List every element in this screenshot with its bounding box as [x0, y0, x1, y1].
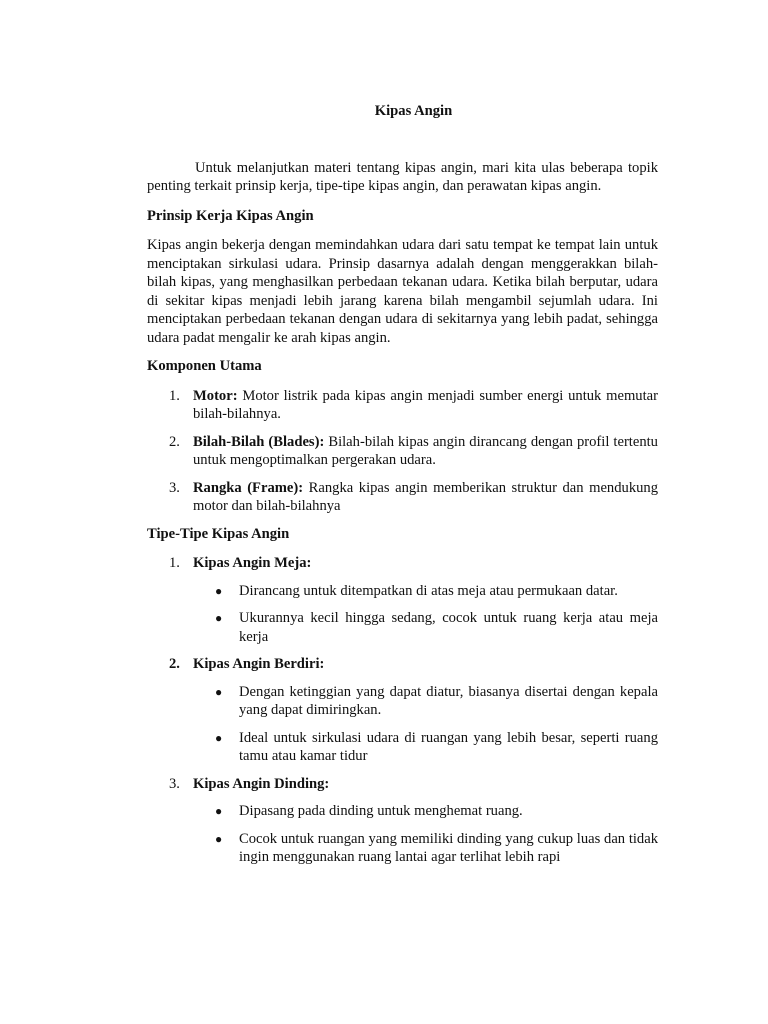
bullet-list [193, 802, 658, 867]
list-term: Bilah-Bilah (Blades): [193, 433, 325, 450]
bullet-item: ● Dirancang untuk ditempatkan di atas meja atau permukaan datar. [215, 582, 618, 599]
bullet-item: ● Ideal untuk sirkulasi udara di ruangan yang lebih besar, seperti ruang tamu atau kamar tidur [215, 729, 658, 764]
bullet-dot-icon: ● [215, 611, 223, 625]
list-item-title: Kipas Angin Dinding: [193, 775, 330, 792]
list-number: 2. [169, 433, 180, 450]
list-term: Rangka (Frame): [193, 479, 304, 496]
document-page [147, 102, 658, 876]
bullet-item: ● Ukurannya kecil hingga sedang, cocok untuk ruang kerja atau meja kerja [215, 610, 658, 645]
document-title: Kipas Angin [374, 103, 453, 119]
bullet-dot-icon: ● [215, 804, 223, 818]
section-heading-komponen-utama: Komponen Utama [147, 358, 262, 374]
list-item-title: Kipas Angin Berdiri: [193, 656, 325, 672]
intro-paragraph: Untuk melanjutkan materi tentang kipas angin, mari kita ulas beberapa topik penting terkait prinsip kerja, tipe-tipe kipas angin, dan perawatan kipas angin. [147, 159, 658, 194]
list-item [147, 433, 658, 470]
prinsip-kerja-paragraph: Kipas angin bekerja dengan memindahkan udara dari satu tempat ke tempat lain untuk menciptakan sirkulasi udara. Prinsip dasarnya adalah dengan menggerakkan bilah-bilah kipas, yang menghasilkan perbedaan tekanan udara. Ketika bilah berputar, udara di sekitar kipas menjadi lebih jarang karena bilah mengambil sejumlah udara. Ini menciptakan perbedaan tekanan dengan udara di sekitarnya yang lebih padat, sehingga udara padat mengalir ke arah kipas angin. [147, 237, 658, 346]
list-item [147, 775, 658, 867]
section-heading-tipe-tipe: Tipe-Tipe Kipas Angin [147, 525, 290, 542]
list-text: Motor listrik pada kipas angin menjadi sumber energi untuk memutar bilah-bilahnya. [193, 387, 658, 422]
list-item-title: Kipas Angin Meja: [193, 555, 312, 571]
list-term: Motor: [193, 387, 238, 404]
list-text: Bilah-bilah kipas angin dirancang dengan profil tertentu untuk mengoptimalkan pergerakan udara. [193, 433, 658, 468]
section-heading-prinsip-kerja: Prinsip Kerja Kipas Angin [147, 207, 314, 224]
bullet-list [193, 683, 658, 766]
tipe-list [147, 554, 658, 867]
bullet-item: ● Cocok untuk ruangan yang memiliki dinding yang cukup luas dan tidak ingin menggunakan ruang lantai agar terlihat lebih rapi [215, 830, 658, 865]
bullet-dot-icon: ● [215, 583, 223, 598]
bullet-item: ● Dengan ketinggian yang dapat diatur, biasanya disertai dengan kepala yang dapat dimiringkan. [215, 683, 658, 718]
list-number: 2. [169, 656, 180, 672]
list-item [147, 387, 658, 424]
list-text: Rangka kipas angin memberikan struktur dan mendukung motor dan bilah-bilahnya [193, 479, 659, 514]
list-item [147, 554, 658, 646]
list-item [147, 479, 658, 516]
list-number: 1. [169, 387, 180, 404]
bullet-list [193, 582, 658, 647]
list-number: 3. [169, 479, 180, 496]
komponen-list [147, 387, 658, 516]
list-item [147, 655, 658, 766]
bullet-dot-icon: ● [215, 831, 223, 846]
bullet-item: ● Dipasang pada dinding untuk menghemat ruang. [215, 803, 523, 819]
list-number: 3. [169, 775, 180, 792]
list-number: 1. [169, 555, 180, 571]
bullet-dot-icon: ● [215, 730, 223, 745]
bullet-dot-icon: ● [215, 684, 223, 699]
